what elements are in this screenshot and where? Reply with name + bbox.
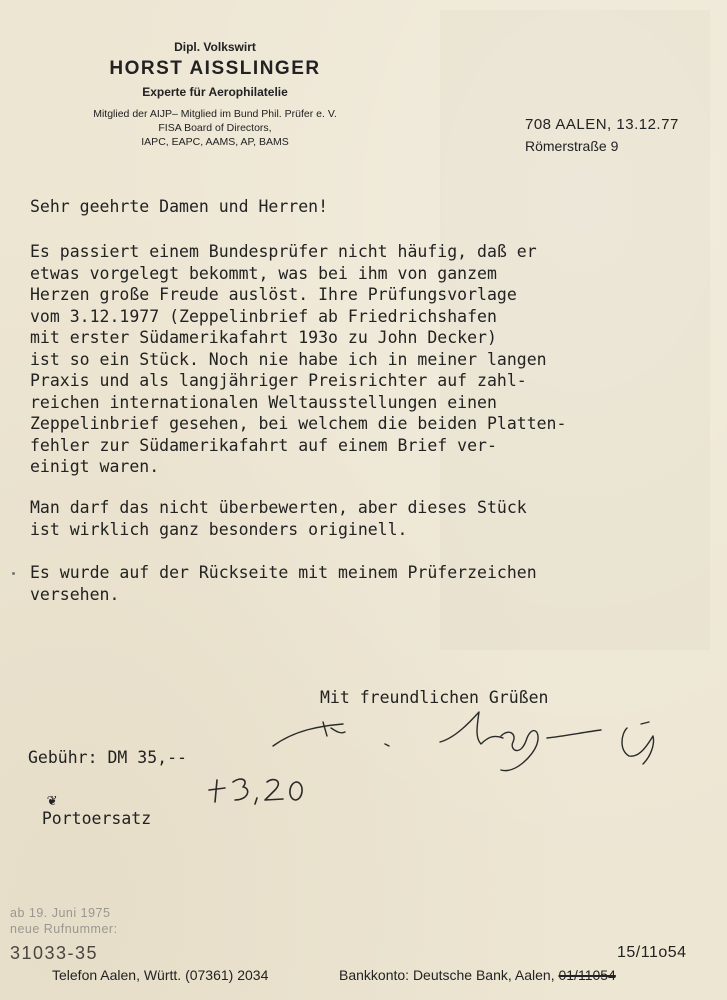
closing-phrase: Mit freundlichen Grüßen [320,688,549,707]
handwritten-signature [265,708,665,788]
letterhead-name: HORST AISSLINGER [109,58,321,79]
stamp-phone-number: 31033-35 [10,943,99,963]
paper-speck [12,572,15,575]
letterhead-title: Experte für Aerophilatelie [142,85,288,99]
letter-paragraph-1: Es passiert einem Bundesprüfer nicht häufig, daß er etwas vorgelegt bekommt, was bei ihm von ganzem Herzen große Freude auslöst. Ihre Prüfungsvorlage vom 3.12.1977 (Zeppelinbrief ab Friedrichshafen mit erster Südamerikafahrt 193o zu John Decker) ist so ein Stück. Noch nie habe ich in meiner langen Praxis und als langjähriger Preisrichter auf zahl- reichen internationalen Weltausstellungen einen Zeppelinbrief gesehen, bei welchem die beiden Platten- fehler zur Südamerikafahrt auf einem Brief ver- einigt waren. [30,242,567,476]
stamp-label: neue Rufnummer: [10,922,118,936]
letter-paragraph-3: Es wurde auf der Rückseite mit meinem Prüferzeichen versehen. [30,563,537,604]
letterhead [40,40,390,149]
letterhead-associations: IAPC, EAPC, AAMS, AP, BAMS [141,136,289,148]
old-bank-account: 01/11054 [558,967,616,983]
letter-paragraph-2: Man darf das nicht überbewerten, aber dieses Stück ist wirklich ganz besonders originell. [30,498,527,539]
ornament-icon: ❦ [47,790,57,809]
bank-footer [339,967,616,983]
porto-line [22,771,151,828]
letterhead-degree: Dipl. Volkswirt [174,40,256,54]
new-bank-account: 15/11o54 [617,944,687,961]
place-and-date: 708 AALEN, 13.12.77 [525,116,679,133]
stamp-date: ab 19. Juni 1975 [10,906,111,920]
porto-label: Portoersatz [41,809,152,828]
fee-line: Gebühr: DM 35,-- [28,748,187,767]
handwritten-porto-amount [205,772,315,806]
bank-label: Bankkonto: Deutsche Bank, Aalen, [339,967,559,983]
phone-footer: Telefon Aalen, Württ. (07361) 2034 [52,967,269,983]
street-address: Römerstraße 9 [525,138,619,154]
letterhead-membership: Mitglied der AIJP– Mitglied im Bund Phil. Prüfer e. V. [93,108,337,120]
letterhead-board: FISA Board of Directors, [158,122,272,134]
stamped-new-phone-number [10,905,118,964]
salutation: Sehr geehrte Damen und Herren! [30,197,329,216]
